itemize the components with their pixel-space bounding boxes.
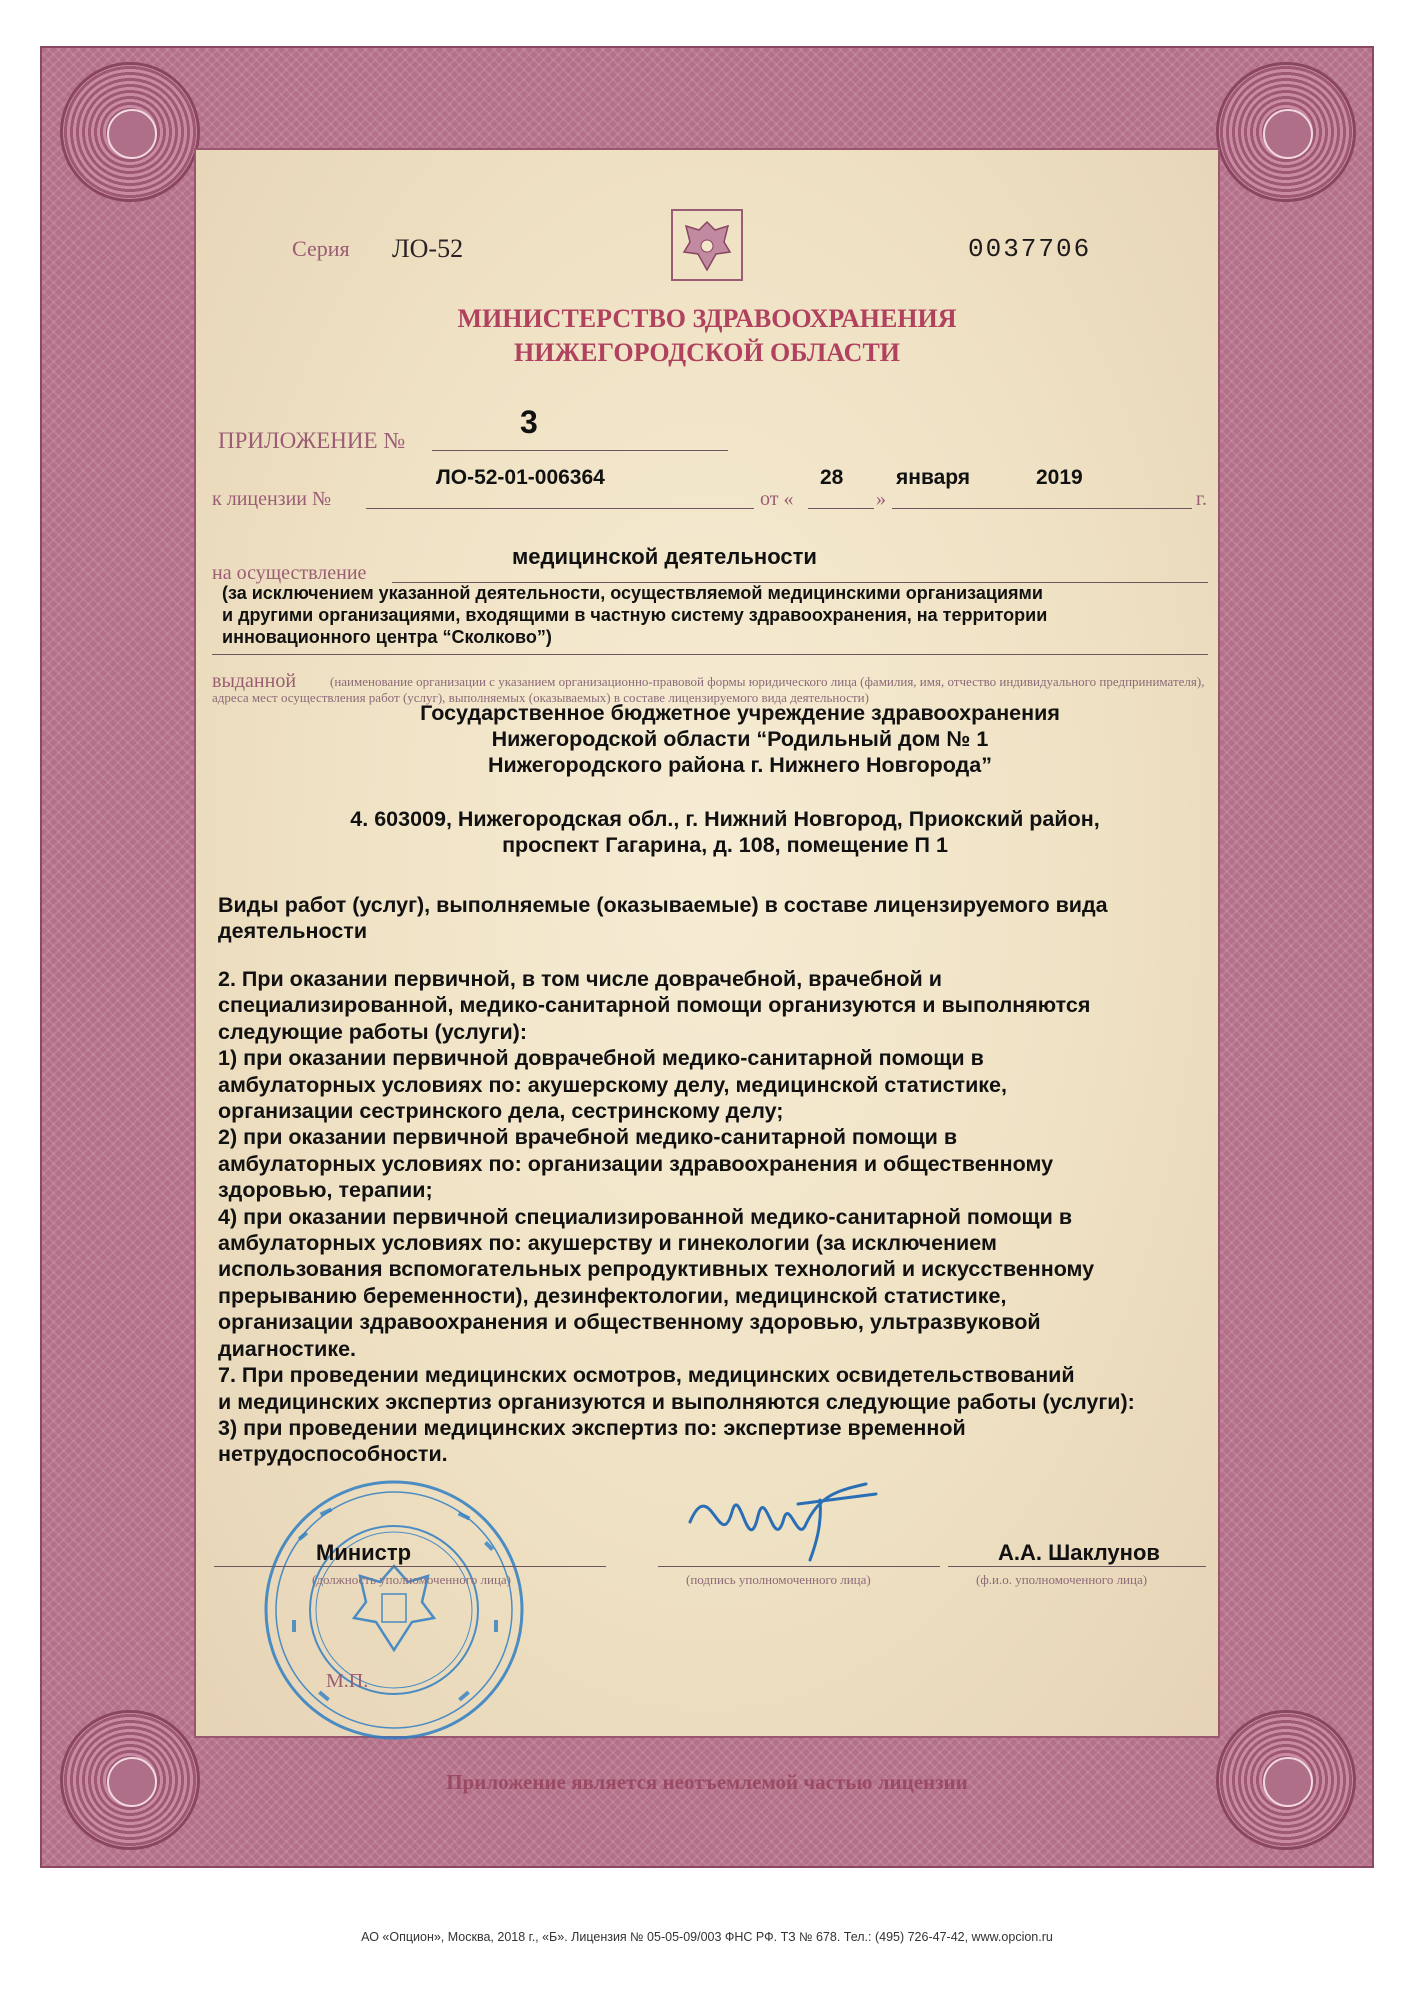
year-suffix: г.: [1196, 488, 1207, 510]
position-line: [214, 1566, 606, 1567]
license-year: 2019: [1036, 466, 1083, 489]
signature-line: [658, 1566, 940, 1567]
license-label: к лицензии №: [212, 488, 332, 510]
issued-label: выданной: [212, 670, 297, 692]
appendix-number-line: [432, 450, 728, 451]
position-note: (должность уполномоченного лица): [312, 1572, 512, 1587]
organization-name: Государственное бюджетное учреждение здравоохранения Нижегородской области “Родильный дом № 1 Нижегородского района г. Нижнего Новгорода”: [420, 701, 1060, 777]
corner-rosette-top-right: [1216, 62, 1356, 202]
printer-imprint: АО «Опцион», Москва, 2018 г., «Б». Лицензия № 05-05-09/003 ФНС РФ. ТЗ № 678. Тел.: (495) 726-47-42, www.opcion.ru: [361, 1930, 1053, 1944]
license-number: ЛО-52-01-006364: [436, 466, 605, 489]
signatory-position: Министр: [316, 1540, 412, 1565]
official-seal: [258, 1474, 530, 1746]
series-value: ЛО-52: [392, 234, 464, 263]
series-label: Серия: [292, 236, 350, 261]
license-day: 28: [820, 466, 844, 489]
license-number-line: [366, 508, 754, 509]
activity-label: на осуществление: [212, 562, 367, 584]
mp-label: М.П.: [326, 1670, 369, 1692]
integral-part-note: Приложение является неотъемлемой частью лицензии: [446, 1770, 968, 1794]
day-line: [808, 508, 874, 509]
ministry-title-line2: НИЖЕГОРОДСКОЙ ОБЛАСТИ: [513, 338, 901, 367]
handwritten-signature: [670, 1464, 890, 1574]
organization-address: 4. 603009, Нижегородская обл., г. Нижний Новгород, Приокский район, проспект Гагарина, д. 108, помещение П 1: [350, 807, 1100, 857]
name-line: [948, 1566, 1206, 1567]
corner-rosette-top-left: [60, 62, 200, 202]
activity-details: (за исключением указанной деятельности, осуществляемой медицинскими организациями и другими организациями, входящими в частную систему здравоохранения, на территории инновационного центра “Сколково”): [222, 583, 1048, 647]
coat-of-arms-icon: [670, 208, 744, 282]
form-number: 0037706: [968, 234, 1092, 264]
name-note: (ф.и.о. уполномоченного лица): [976, 1572, 1148, 1587]
activity-title: медицинской деятельности: [512, 544, 817, 569]
date-from-label: от «: [760, 488, 794, 510]
signature-note: (подпись уполномоченного лица): [686, 1572, 871, 1587]
quote-close: »: [876, 488, 886, 510]
activity-line-2: [212, 654, 1208, 655]
appendix-label: ПРИЛОЖЕНИЕ №: [218, 428, 406, 453]
signatory-name: А.А. Шаклунов: [998, 1540, 1160, 1565]
month-year-line: [892, 508, 1192, 509]
ministry-title-line1: МИНИСТЕРСТВО ЗДРАВООХРАНЕНИЯ: [457, 304, 957, 333]
license-month: января: [896, 466, 971, 489]
works-list: 2. При оказании первичной, в том числе доврачебной, врачебной и специализированной, медико-санитарной помощи организуются и выполняются следующие работы (услуги): 1) при оказании первичной доврачебной медико-санитарной помощи в амбулаторных условиях по: акушерскому делу, медицинской статистике, организации сестринского дела, сестринскому делу; 2) при оказании первичной врачебной медико-санитарной помощи в амбулаторных условиях по: организации здравоохранения и общественному здоровью, терапии; 4) при оказании первичной специализированной медико-санитарной помощи в амбулаторных условиях по: акушерству и гинекологии (за исключением использования вспомогательных репродуктивных технологий и искусственному прерыванию беременности), дезинфектологии, медицинской статистике, организации здравоохранения и общественному здоровью, ультразвуковой диагностике. 7. При проведении медицинских осмотров, медицинских освидетельствований и медицинских экспертиз организуются и выполняются следующие работы (услуги): 3) при проведении медицинских экспертиз по: экспертизе временной нетрудоспособности.: [218, 967, 1135, 1467]
issued-note: (наименование организации с указанием организационно-правовой формы юридического лица (фамилия, имя, отчество индивидуального предпринимателя), адреса мест осуществления работ (услуг), выполняемых (оказываемых) в составе лицензируемого вида деятельности): [212, 674, 1205, 705]
works-heading: Виды работ (услуг), выполняемые (оказываемые) в составе лицензируемого вида деятельности: [218, 893, 1108, 944]
appendix-number: 3: [520, 404, 538, 440]
